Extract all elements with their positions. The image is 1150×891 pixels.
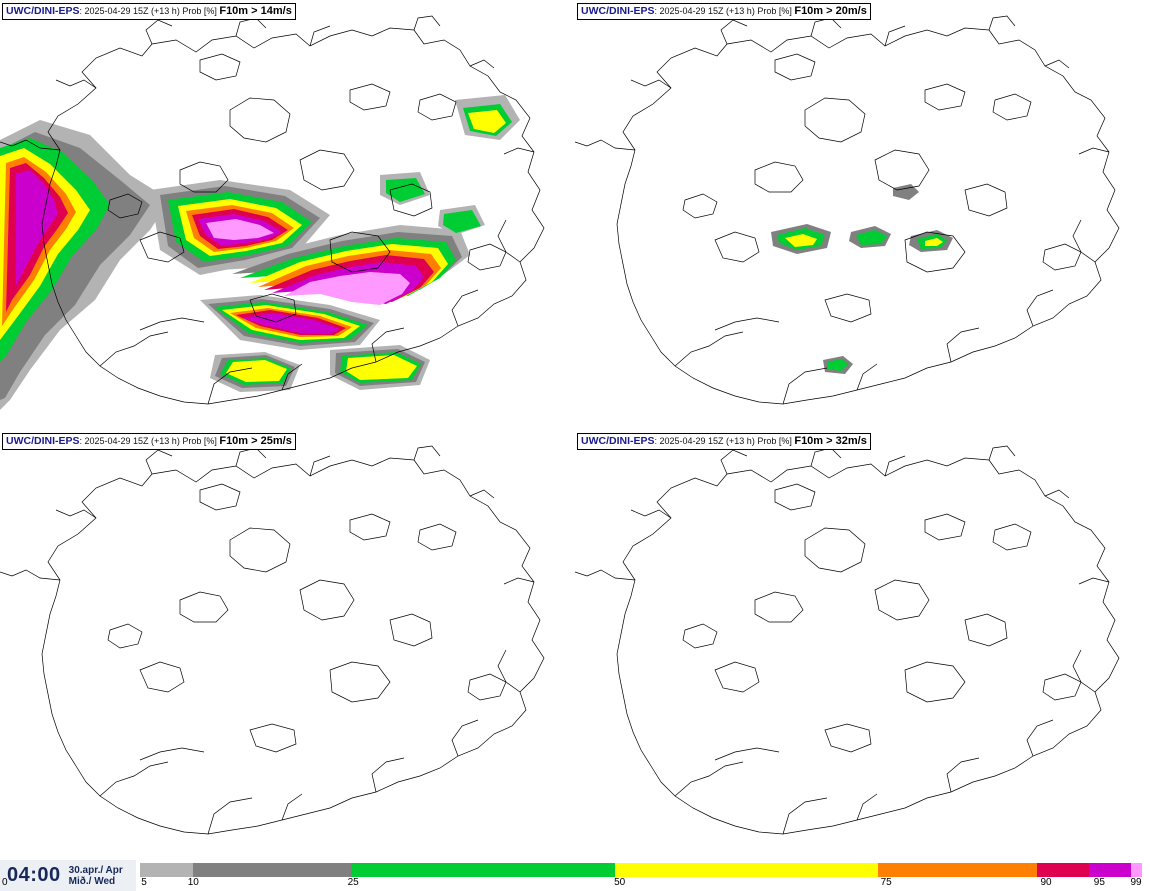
colorbar-tick: 10 — [187, 877, 199, 888]
valid-date — [61, 865, 123, 887]
coastline-20 — [575, 16, 1119, 404]
coastline-32 — [575, 446, 1119, 834]
colorbar-tick: 99 — [1130, 877, 1142, 888]
panel-threshold-label: F10m > 14m/s — [219, 5, 292, 17]
panel-run-label: : 2025-04-29 15Z (+13 h) Prob [%] — [654, 6, 795, 16]
map-canvas-32 — [575, 430, 1150, 860]
colorbar-bin — [351, 863, 615, 877]
panel-title-20 — [577, 3, 871, 20]
panel-run-label: : 2025-04-29 15Z (+13 h) Prob [%] — [79, 436, 220, 446]
panel-f10m-32[interactable] — [575, 430, 1150, 860]
colorbar-bin — [878, 863, 1036, 877]
colorbar-tick-labels — [140, 877, 1142, 889]
colorbar-bin — [140, 863, 193, 877]
panel-f10m-25[interactable] — [0, 430, 575, 860]
panel-threshold-label: F10m > 25m/s — [219, 435, 292, 447]
colorbar-bin — [1131, 863, 1142, 877]
colorbar-tick: 95 — [1093, 877, 1105, 888]
panel-model-label: UWC/DINI-EPS — [6, 5, 80, 17]
colorbar-bin — [193, 863, 351, 877]
colorbar-gradient — [140, 863, 1142, 877]
colorbar-bin — [615, 863, 879, 877]
panel-model-label: UWC/DINI-EPS — [581, 5, 655, 17]
valid-time-box — [0, 860, 136, 891]
colorbar-tick: 90 — [1040, 877, 1052, 888]
colorbar-bin — [1089, 863, 1131, 877]
valid-time: 04:00 — [7, 864, 61, 886]
map-canvas-20 — [575, 0, 1150, 430]
colorbar-tick: 75 — [880, 877, 892, 888]
panel-run-label: : 2025-04-29 15Z (+13 h) Prob [%] — [654, 436, 795, 446]
colorbar-zero-label: 0 — [2, 877, 8, 888]
colorbar-tick: 5 — [141, 877, 147, 888]
panel-run-label: : 2025-04-29 15Z (+13 h) Prob [%] — [79, 6, 220, 16]
prob-shading-20 — [771, 184, 953, 374]
panel-title-25 — [2, 433, 296, 450]
colorbar — [140, 863, 1142, 889]
panel-title-32 — [577, 433, 871, 450]
panel-model-label: UWC/DINI-EPS — [6, 435, 80, 447]
valid-date-line1: 30.apr./ Apr — [68, 864, 123, 876]
panel-model-label: UWC/DINI-EPS — [581, 435, 655, 447]
colorbar-tick: 50 — [614, 877, 626, 888]
valid-date-line2: Mið./ Wed — [68, 875, 116, 887]
panel-f10m-14[interactable] — [0, 0, 575, 430]
map-canvas-14 — [0, 0, 575, 430]
colorbar-bin — [1037, 863, 1090, 877]
map-canvas-25 — [0, 430, 575, 860]
panel-threshold-label: F10m > 32m/s — [794, 435, 867, 447]
coastline-25 — [0, 446, 544, 834]
footer-bar — [0, 860, 1150, 891]
panel-title-14 — [2, 3, 296, 20]
colorbar-tick: 25 — [347, 877, 359, 888]
panel-f10m-20[interactable] — [575, 0, 1150, 430]
panel-threshold-label: F10m > 20m/s — [794, 5, 867, 17]
